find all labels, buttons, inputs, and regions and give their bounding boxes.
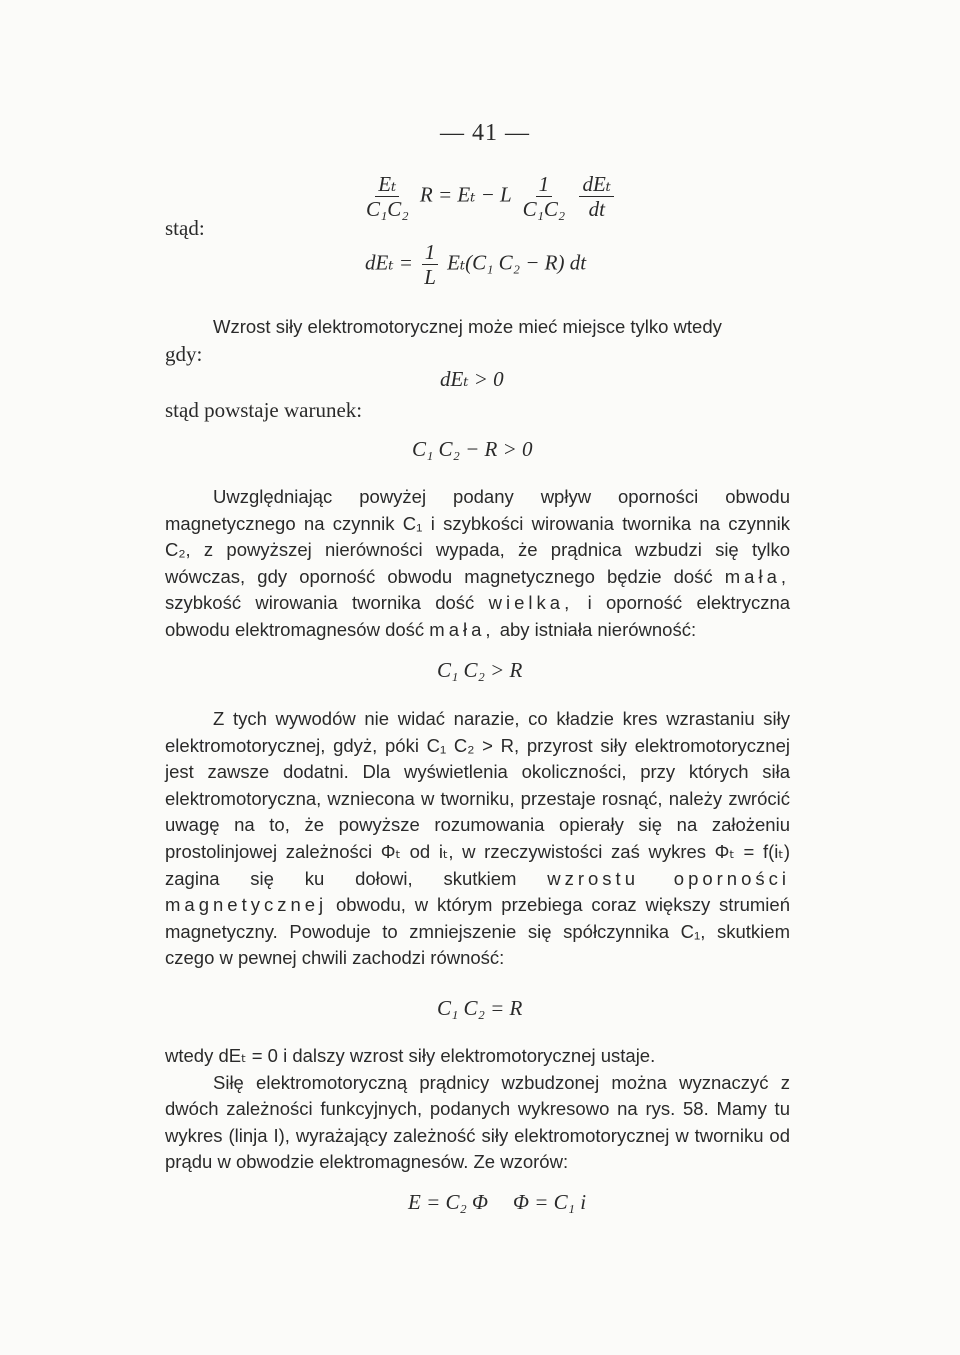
equation-3: dEₜ > 0 (440, 367, 504, 391)
label-stad: stąd: (165, 216, 205, 240)
paragraph-text (165, 706, 790, 972)
paragraph-text (165, 484, 790, 644)
numerator: 1 (536, 172, 553, 197)
text-run: szybkość wirowania twornika dość (165, 592, 475, 614)
text-run: obwodu, w którym przebiega coraz większy strumień magnetyczny. Powoduje to zmniejszenie się spółczynnika C₁, skutkiem czego w pewnej chwili zachodzi równość: (165, 894, 790, 969)
paragraph-2 (165, 484, 790, 644)
equation-rhs: Eₜ(C₁ C₂ − R) dt (447, 250, 587, 275)
spaced-word: mała, (724, 565, 791, 587)
fraction (363, 172, 412, 221)
text-run: Uwzględniając powyżej podany wpływ oporności obwodu magnetycznego na czynnik C₁ i szybkości wirowania twornika na czynnik C₂, z powyższej nierówności wypada, że prądnica wzbudzi się tylko wówczas, gdy oporność obwodu magnetycznego będzie dość (165, 486, 790, 587)
label-gdy: gdy: (165, 342, 203, 366)
label-stad-warunek: stąd powstaje warunek: (165, 398, 363, 422)
numerator: Eₜ (375, 172, 399, 197)
paragraph-1 (165, 314, 790, 341)
equation-2 (365, 240, 586, 289)
denominator: dt (588, 197, 605, 221)
numerator: dEₜ (579, 172, 614, 197)
paragraph-3 (165, 706, 790, 972)
denominator: C₁C₂ (522, 197, 566, 221)
numerator: 1 (422, 240, 439, 265)
equation-1 (360, 172, 617, 221)
spaced-phrase: wzrostu oporności magnetycznej (165, 867, 790, 916)
equation-4: C₁ C₂ − R > 0 (412, 437, 533, 461)
fraction (579, 172, 614, 221)
text-run: i oporność elektryczna obwodu elektromagnesów dość (165, 592, 791, 640)
spaced-word: wielka, (488, 592, 574, 614)
equation-7a: E = C₂ Φ (408, 1190, 489, 1214)
spaced-word: mała, (429, 618, 495, 640)
fraction (421, 240, 439, 289)
fraction (520, 172, 569, 221)
equation-middle: R = Eₜ − L (419, 182, 512, 207)
equation-5: C₁ C₂ > R (437, 658, 523, 682)
denominator: L (424, 265, 436, 289)
equation-lhs: dEₜ = (365, 250, 413, 275)
paragraph-text: Siłę elektromotoryczną prądnicy wzbudzonej można wyznaczyć z dwóch zależności funkcyjnych, podanych wykresowo na rys. 58. Mamy tu wykres (linja I), wyrażający zależność siły elektromotorycznej w tworniku od prądu w obwodzie elektromagnesów. Ze wzorów: (165, 1071, 790, 1173)
denominator: C₁C₂ (366, 197, 409, 221)
paragraph-text: wtedy dEₜ = 0 i dalszy wzrost siły elektromotorycznej ustaje. (165, 1045, 656, 1066)
paragraph-text: Wzrost siły elektromotorycznej może mieć miejsce tylko wtedy (213, 316, 722, 337)
paragraph-4 (165, 1043, 790, 1176)
page-number: — 41 — (440, 120, 530, 146)
text-run: aby istniała nierówność: (499, 618, 697, 640)
text-run: Z tych wywodów nie widać narazie, co kładzie kres wzrastaniu siły elektromotorycznej, gdyż, póki C₁ C₂ > R, przyrost siły elektromotorycznej jest zawsze dodatni. Dla wyświetlenia okoliczności, przy których siła elektromotoryczna, wzniecona w tworniku, przestaje rosnąć, należy zwrócić uwagę na to, że powyższe rozumowania opierały się na założeniu prostolinjowej zależności Φₜ od iₜ, w rzeczywistości zaś wykres Φₜ = f(iₜ) zagina się ku dołowi, skutkiem (165, 708, 790, 889)
equation-6: C₁ C₂ = R (437, 996, 523, 1020)
equation-7b: Φ = C₁ i (513, 1190, 587, 1214)
